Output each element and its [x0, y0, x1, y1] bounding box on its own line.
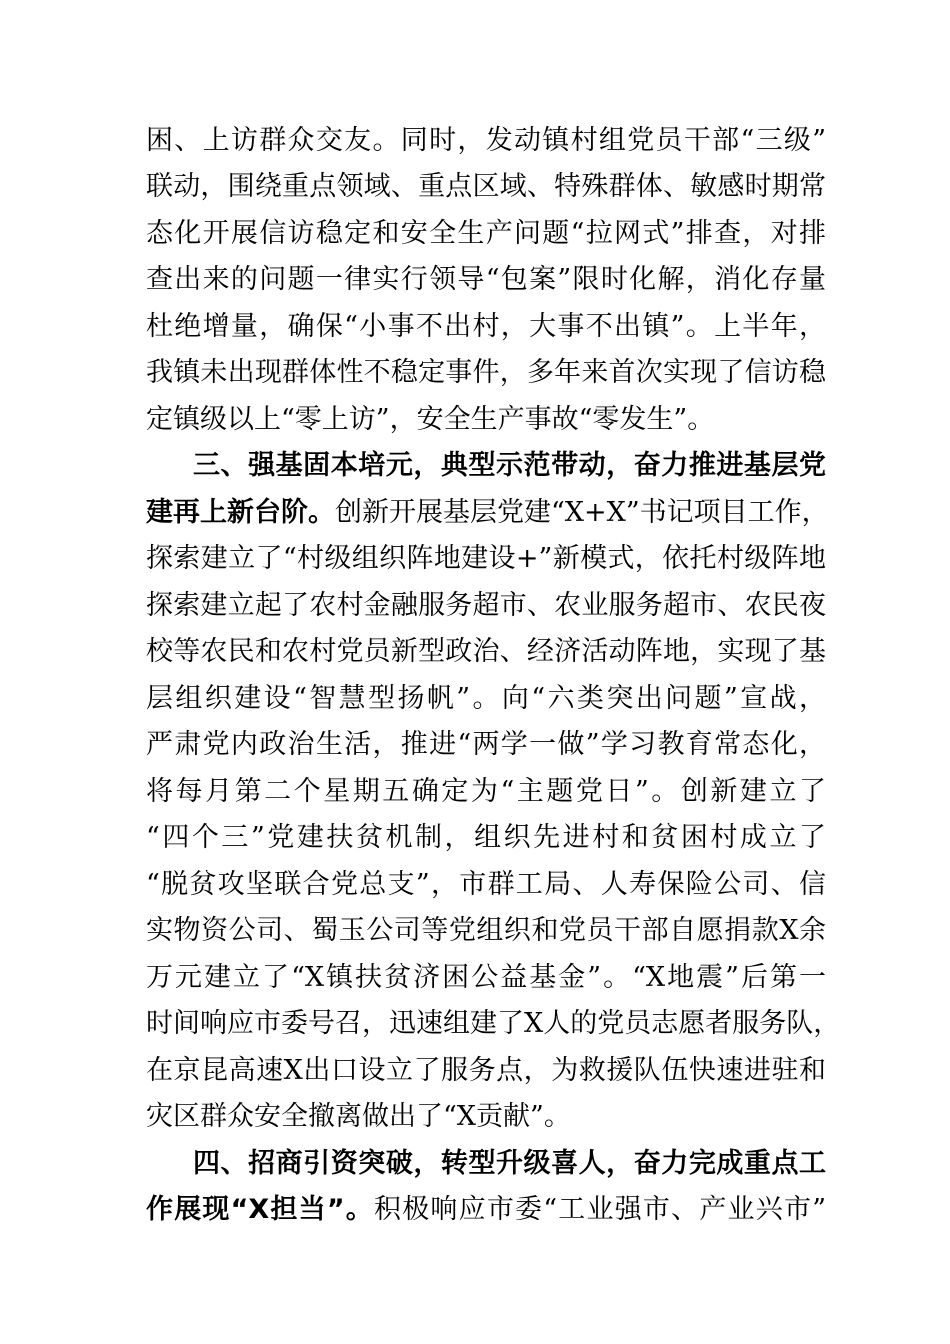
- body-line: 困、上访群众交友。同时，发动镇村组党员干部“三级”: [146, 125, 826, 156]
- body-line: 查出来的问题一律实行领导“包案”限时化解，消化存量: [146, 264, 826, 295]
- section-heading-continuation: [146, 490, 829, 536]
- body-line: 校等农民和农村党员新型政治、经济活动阵地，实现了基: [146, 636, 826, 667]
- body-line: 探索建立起了农村金融服务超市、农业服务超市、农民夜: [146, 590, 826, 621]
- section-heading-tail: 作展现“X担当”。: [146, 1194, 374, 1225]
- body-line: 时间响应市委号召，迅速组建了X人的党员志愿者服务队，: [146, 1008, 841, 1039]
- section-heading: 三、强基固本培元，典型示范带动，奋力推进基层党: [193, 450, 826, 481]
- section-heading-tail: 建再上新台阶。: [146, 497, 335, 528]
- body-line: 杜绝增量，确保“小事不出村，大事不出镇”。上半年，: [146, 311, 826, 342]
- body-line: 严肃党内政治生活，推进“两学一做”学习教育常态化，: [146, 729, 826, 760]
- section-heading: 四、招商引资突破，转型升级喜人，奋力完成重点工: [193, 1148, 826, 1179]
- body-line: 联动，围绕重点领域、重点区域、特殊群体、敏感时期常: [146, 171, 826, 202]
- body-line: 定镇级以上“零上访”，安全生产事故“零发生”。: [146, 404, 715, 435]
- body-line: 实物资公司、蜀玉公司等党组织和党员干部自愿捐款X余: [146, 915, 826, 946]
- section-heading-continuation: [146, 1187, 826, 1233]
- body-line: 态化开展信访稳定和安全生产问题“拉网式”排查，对排: [146, 218, 826, 249]
- body-line: 层组织建设“智慧型扬帆”。向“六类突出问题”宣战，: [146, 683, 826, 714]
- body-line: 将每月第二个星期五确定为“主题党日”。创新建立了: [146, 776, 826, 807]
- body-line: 我镇未出现群体性不稳定事件，多年来首次实现了信访稳: [146, 357, 826, 388]
- body-line: 探索建立了“村级组织阵地建设+”新模式，依托村级阵地: [146, 543, 826, 574]
- body-text: 积极响应市委“工业强市、产业兴市”: [374, 1194, 826, 1225]
- body-line: “脱贫攻坚联合党总支”，市群工局、人寿保险公司、信: [146, 869, 826, 900]
- body-line: 在京昆高速X出口设立了服务点，为救援队伍快速进驻和: [146, 1055, 826, 1086]
- body-text: 创新开展基层党建“X+X”书记项目工作，: [335, 497, 829, 528]
- body-line: “四个三”党建扶贫机制，组织先进村和贫困村成立了: [146, 822, 826, 853]
- body-line: 灾区群众安全撤离做出了“X贡献”。: [146, 1101, 571, 1132]
- body-line: 万元建立了“X镇扶贫济困公益基金”。“X地震”后第一: [146, 962, 826, 993]
